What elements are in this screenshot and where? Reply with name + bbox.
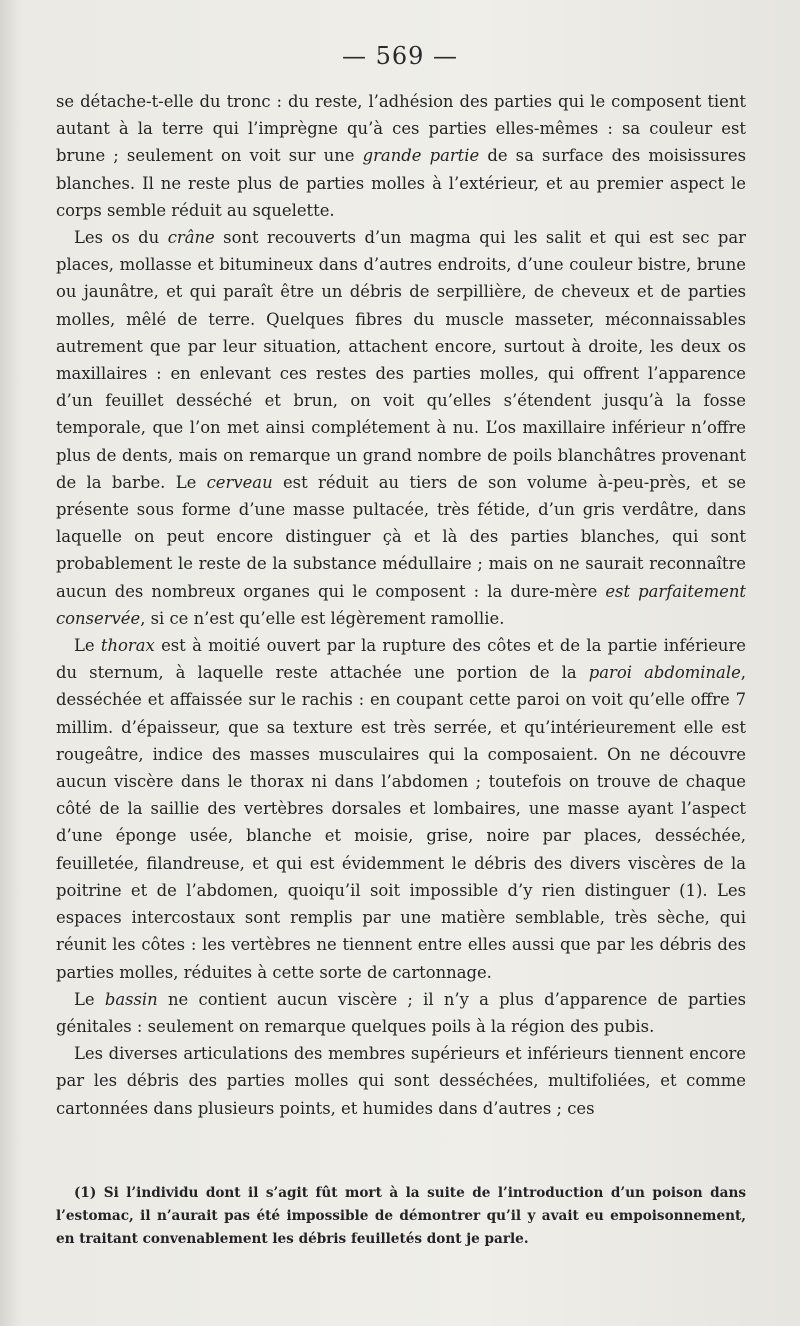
page-number: — 569 — bbox=[341, 42, 459, 70]
paragraph bbox=[56, 1040, 746, 1122]
italic-text: crâne bbox=[167, 228, 215, 248]
paragraph bbox=[56, 224, 746, 632]
footnote-text: (1) Si l’individu dont il s’agit fût mort à la suite de l’introduction d’un poison dans l’estomac, il n’aurait pas été impossible de démontrer qu’il y avait eu empoisonnement, en traitant convenablement les débris feuilletés dont je parle. bbox=[56, 1185, 746, 1247]
text-run: Les diverses articulations des membres supérieurs et inférieurs tiennent encore par les débris des parties molles qui sont desséchées, multifoliées, et comme cartonnées dans plusieurs points, et humides dans d’autres ; ces bbox=[56, 1044, 746, 1118]
body-text bbox=[56, 88, 746, 1122]
text-run: Les os du bbox=[74, 228, 168, 248]
text-run: de sa surface des moisissures blanches. Il ne reste plus de parties molles à l’extérieur, et au premier aspect le corps semble réduit au squelette. bbox=[56, 146, 747, 220]
text-run: est réduit au tiers de son volume à-peu-près, et se présente sous forme d’une masse pultacée, très fétide, d’un gris verdâtre, dans laquelle on peut encore distinguer çà et là des parties blanches, qui sont probablement le reste de la substance médullaire ; mais on ne saurait reconnaître aucun des nombreux organes qui le composent : la dure-mère bbox=[56, 472, 747, 601]
italic-text: bassin bbox=[104, 989, 158, 1009]
paragraph bbox=[56, 632, 746, 986]
text-run: , desséchée et affaissée sur le rachis : en coupant cette paroi on voit qu’elle offre 7 millim. d’épaisseur, que sa texture est très serrée, et qu’intérieurement elle est rougeâtre, indice des masses musculaires qui la composaient. On ne découvre aucun viscère dans le thorax ni dans l’abdomen ; toutefois on trouve de chaque côté de la saillie des vertèbres dorsales et lombaires, une masse ayant l’aspect d’une éponge usée, blanche et moisie, grise, noire par places, desséchée, feuilletée, filandreuse, et qui est évidemment le débris des divers viscères de la poitrine et de l’abdomen, quoiqu’il soit impossible d’y rien distinguer (1). Les espaces intercostaux sont remplis par une matière semblable, très sèche, qui réunit les côtes : les vertèbres ne tiennent entre elles aussi que par les débris des parties molles, réduites à cette sorte de cartonnage. bbox=[56, 663, 746, 982]
italic-text: grande partie bbox=[362, 146, 480, 166]
italic-text: est parfaitement conservée bbox=[56, 581, 746, 628]
text-run: , si ce n’est qu’elle est légèrement ramollie. bbox=[140, 608, 505, 628]
italic-text: thorax bbox=[100, 636, 155, 656]
footnote bbox=[56, 1182, 746, 1251]
paragraph bbox=[56, 88, 746, 224]
italic-text: paroi abdominale bbox=[588, 663, 741, 683]
text-run: sont recouverts d’un magma qui les salit et qui est sec par places, mollasse et bitumineux dans d’autres endroits, d’une couleur bistre, brune ou jaunâtre, et qui paraît être un débris de serpillière, de cheveux et de parties molles, mêlé de terre. Quelques fibres du muscle masseter, méconnaissables autrement que par leur situation, attachent encore, surtout à droite, les deux os maxillaires : en enlevant ces restes des parties molles, qui offrent l’apparence d’un feuillet desséché et brun, on voit qu’elles s’étendent jusqu’à la fosse temporale, que l’on met ainsi complétement à nu. L’os maxillaire inférieur n’offre plus de dents, mais on remarque un grand nombre de poils blanchâtres provenant de la barbe. Le bbox=[56, 228, 746, 492]
text-run: Le bbox=[74, 636, 101, 656]
text-run: Le bbox=[74, 989, 105, 1009]
paragraph bbox=[56, 986, 746, 1040]
text-run: est à moitié ouvert par la rupture des côtes et de la partie inférieure du sternum, à laquelle reste attachée une portion de la bbox=[56, 636, 746, 683]
italic-text: cerveau bbox=[206, 472, 273, 492]
text-run: ne contient aucun viscère ; il n’y a plus d’apparence de parties génitales : seulement on remarque quelques poils à la région des pubis. bbox=[56, 989, 746, 1036]
text-run: se détache-t-elle du tronc : du reste, l’adhésion des parties qui le composent tient autant à la terre qui l’imprègne qu’à ces parties elles-mêmes : sa couleur est brune ; seulement on voit sur une bbox=[56, 92, 746, 166]
